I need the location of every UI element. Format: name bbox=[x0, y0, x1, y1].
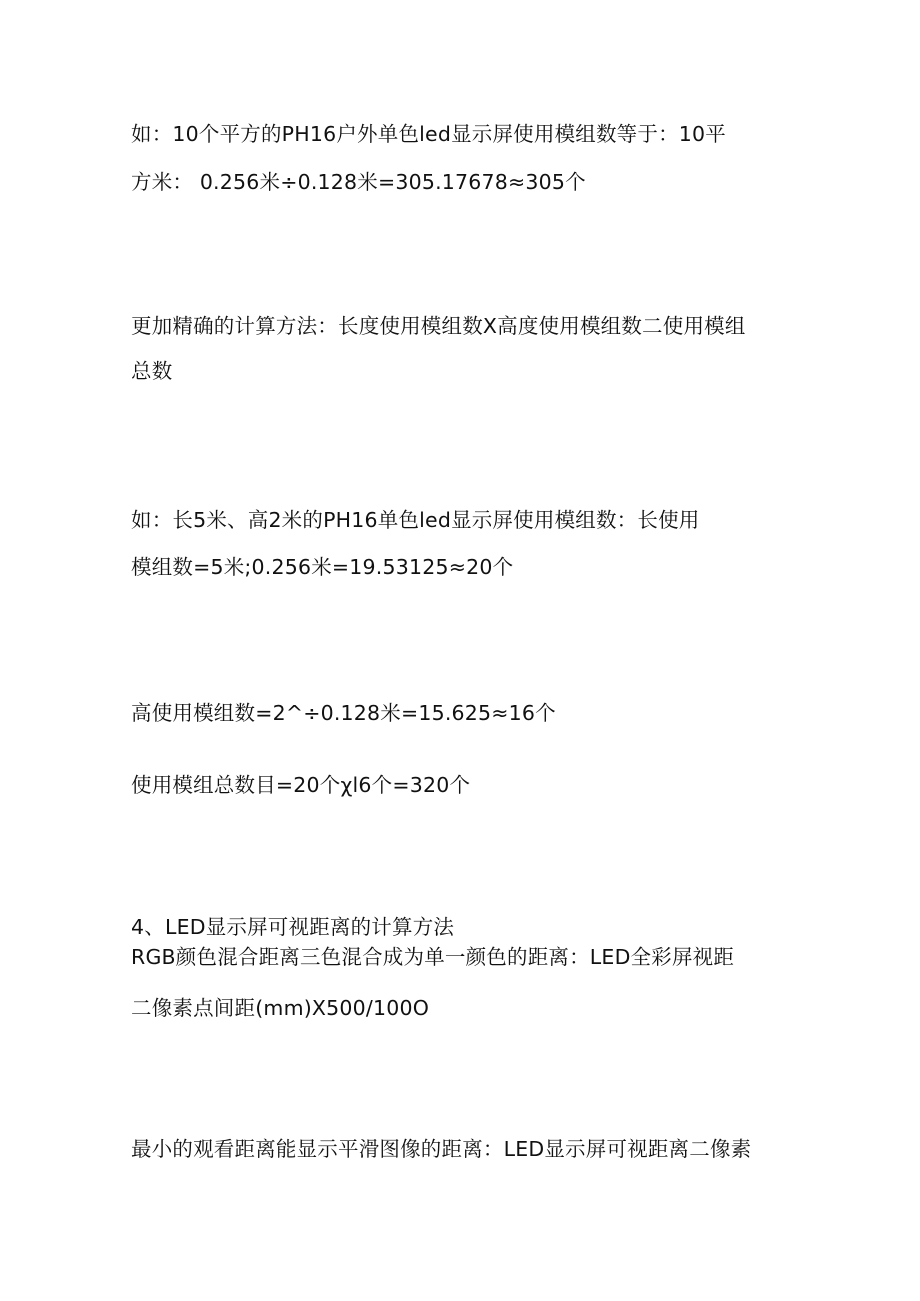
section-heading-viewing-distance: 4、LED显示屏可视距离的计算方法 bbox=[131, 915, 455, 939]
text-line-minimum-viewing-distance: 最小的观看距离能显示平滑图像的距离：LED显示屏可视距离二像素 bbox=[131, 1137, 752, 1161]
text-line-module-count-example: 如：10个平方的PH16户外单色led显示屏使用模组数等于：10平 bbox=[131, 122, 726, 146]
text-line-total-modules: 使用模组总数目=20个χl6个=320个 bbox=[131, 773, 471, 797]
text-line-module-count-formula: 方米： 0.256米÷0.128米=305.17678≈305个 bbox=[131, 170, 586, 194]
text-line-length-example: 如：长5米、高2米的PH16单色led显示屏使用模组数：长使用 bbox=[131, 508, 700, 532]
text-line-precise-method: 更加精确的计算方法：长度使用模组数X高度使用模组数二使用模组 bbox=[131, 314, 746, 338]
text-line-length-formula: 模组数=5米;0.256米=19.53125≈20个 bbox=[131, 555, 514, 579]
text-line-height-formula: 高使用模组数=2^÷0.128米=15.625≈16个 bbox=[131, 701, 556, 725]
text-line-rgb-mixing-distance: RGB颜色混合距离三色混合成为单一颜色的距离：LED全彩屏视距 bbox=[131, 945, 735, 969]
text-line-pixel-pitch-formula: 二像素点间距(mm)X500/100O bbox=[131, 996, 430, 1020]
text-line-precise-method-cont: 总数 bbox=[131, 359, 173, 383]
